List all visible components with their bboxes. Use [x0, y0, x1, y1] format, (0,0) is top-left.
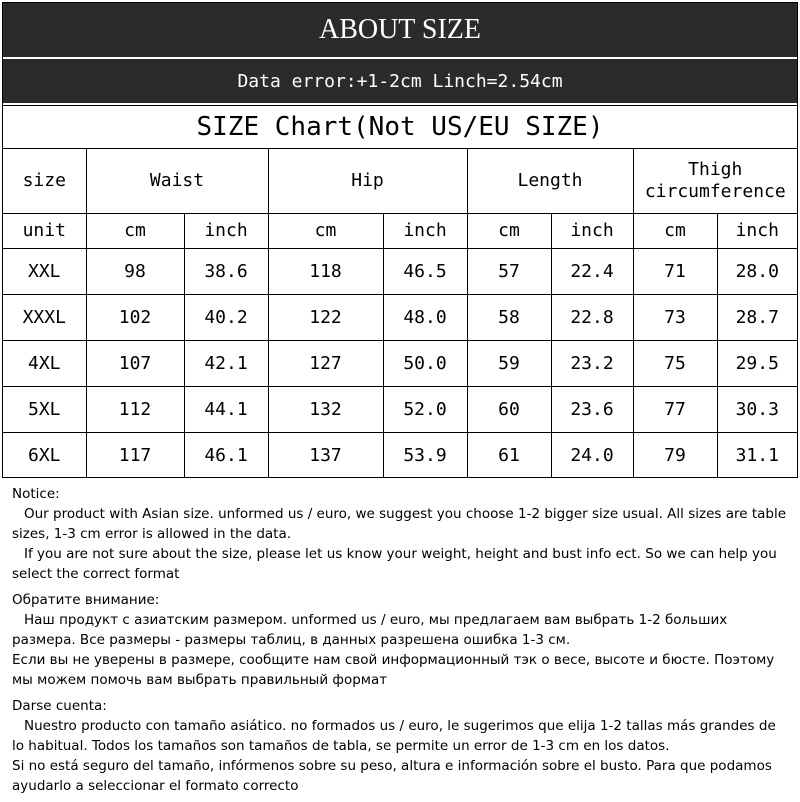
cell-size: XXL — [3, 249, 86, 295]
table-unit-row — [3, 214, 797, 249]
cell-waist-cm: 117 — [86, 433, 184, 479]
cell-thigh-cm: 71 — [633, 249, 717, 295]
table-row — [3, 433, 797, 479]
cell-size: 4XL — [3, 341, 86, 387]
cell-thigh-cm: 79 — [633, 433, 717, 479]
notice-ru-heading: Обратите внимание: — [12, 592, 160, 608]
cell-hip-inch: 53.9 — [383, 433, 467, 479]
table-row — [3, 341, 797, 387]
cell-hip-cm: 122 — [268, 295, 383, 341]
unit-cm: cm — [633, 214, 717, 249]
cell-length-cm: 57 — [467, 249, 551, 295]
table-row — [3, 387, 797, 433]
unit-cm: cm — [467, 214, 551, 249]
cell-waist-inch: 42.1 — [184, 341, 268, 387]
header-thigh-line2: circumference — [644, 181, 786, 202]
cell-length-cm: 61 — [467, 433, 551, 479]
notice-section — [12, 484, 792, 802]
cell-hip-inch: 48.0 — [383, 295, 467, 341]
cell-size: XXXL — [3, 295, 86, 341]
notice-ru-text: Наш продукт с азиатским размером. unformed us / euro, мы предлагаем вам выбрать 1-2 больших размера. Все размеры - размеры таблиц, в данных разрешена ошибка 1-3 см. — [12, 612, 728, 648]
cell-length-cm: 58 — [467, 295, 551, 341]
table-row — [3, 249, 797, 295]
header-hip: Hip — [268, 149, 467, 214]
data-error-note: Data error:+1-2cm Linch=2.54cm — [3, 59, 797, 103]
unit-inch: inch — [717, 214, 797, 249]
cell-waist-inch: 44.1 — [184, 387, 268, 433]
unit-label: unit — [3, 214, 86, 249]
header-thigh — [633, 149, 797, 214]
cell-length-inch: 22.8 — [551, 295, 633, 341]
unit-inch: inch — [383, 214, 467, 249]
unit-cm: cm — [86, 214, 184, 249]
table-header-row — [3, 149, 797, 214]
cell-waist-cm: 107 — [86, 341, 184, 387]
table-row — [3, 295, 797, 341]
cell-waist-inch: 46.1 — [184, 433, 268, 479]
cell-thigh-cm: 75 — [633, 341, 717, 387]
notice-en-text: Our product with Asian size. unformed us / euro, we suggest you choose 1-2 bigger size usual. All sizes are table sizes, 1-3 cm error is allowed in the data. — [12, 506, 787, 542]
cell-waist-inch: 38.6 — [184, 249, 268, 295]
cell-length-inch: 23.2 — [551, 341, 633, 387]
unit-inch: inch — [551, 214, 633, 249]
cell-waist-inch: 40.2 — [184, 295, 268, 341]
header-size: size — [3, 149, 86, 214]
notice-ru-text: Если вы не уверены в размере, сообщите нам свой информационный тэк о весе, высоте и бюсте. Поэтому мы можем помочь вам выбрать правильный формат — [12, 652, 775, 688]
notice-es-text: Si no está seguro del tamaño, infórmenos sobre su peso, altura e información sobre el busto. Para que podamos ayudarlo a seleccionar el formato correcto — [12, 758, 772, 794]
cell-thigh-inch: 29.5 — [717, 341, 797, 387]
cell-size: 5XL — [3, 387, 86, 433]
cell-hip-inch: 46.5 — [383, 249, 467, 295]
cell-thigh-cm: 77 — [633, 387, 717, 433]
cell-hip-cm: 132 — [268, 387, 383, 433]
cell-thigh-inch: 30.3 — [717, 387, 797, 433]
notice-es-text: Nuestro producto con tamaño asiático. no formados us / euro, le sugerimos que elija 1-2 tallas más grandes de lo habitual. Todos los tamaños son tamaños de tabla, se permite un error de 1-3 cm en los datos. — [12, 718, 776, 754]
unit-inch: inch — [184, 214, 268, 249]
cell-waist-cm: 102 — [86, 295, 184, 341]
cell-hip-inch: 50.0 — [383, 341, 467, 387]
header-length: Length — [467, 149, 633, 214]
cell-length-cm: 59 — [467, 341, 551, 387]
cell-length-inch: 23.6 — [551, 387, 633, 433]
cell-waist-cm: 112 — [86, 387, 184, 433]
cell-thigh-cm: 73 — [633, 295, 717, 341]
cell-thigh-inch: 28.0 — [717, 249, 797, 295]
notice-russian — [12, 590, 792, 690]
cell-length-inch: 24.0 — [551, 433, 633, 479]
cell-hip-inch: 52.0 — [383, 387, 467, 433]
cell-hip-cm: 118 — [268, 249, 383, 295]
cell-length-cm: 60 — [467, 387, 551, 433]
header-thigh-line1: Thigh — [688, 159, 743, 180]
notice-en-text: If you are not sure about the size, please let us know your weight, height and bust info ect. So we can help you select the correct format — [12, 546, 777, 582]
cell-hip-cm: 127 — [268, 341, 383, 387]
cell-hip-cm: 137 — [268, 433, 383, 479]
cell-thigh-inch: 28.7 — [717, 295, 797, 341]
notice-english — [12, 484, 792, 584]
cell-size: 6XL — [3, 433, 86, 479]
chart-title: SIZE Chart(Not US/EU SIZE) — [3, 105, 797, 149]
notice-spanish — [12, 696, 792, 796]
cell-waist-cm: 98 — [86, 249, 184, 295]
notice-es-heading: Darse cuenta: — [12, 698, 107, 714]
unit-cm: cm — [268, 214, 383, 249]
header-waist: Waist — [86, 149, 268, 214]
cell-length-inch: 22.4 — [551, 249, 633, 295]
page-title: ABOUT SIZE — [3, 3, 797, 57]
size-table — [3, 149, 797, 478]
size-chart-frame — [2, 2, 798, 478]
notice-en-heading: Notice: — [12, 486, 60, 502]
cell-thigh-inch: 31.1 — [717, 433, 797, 479]
